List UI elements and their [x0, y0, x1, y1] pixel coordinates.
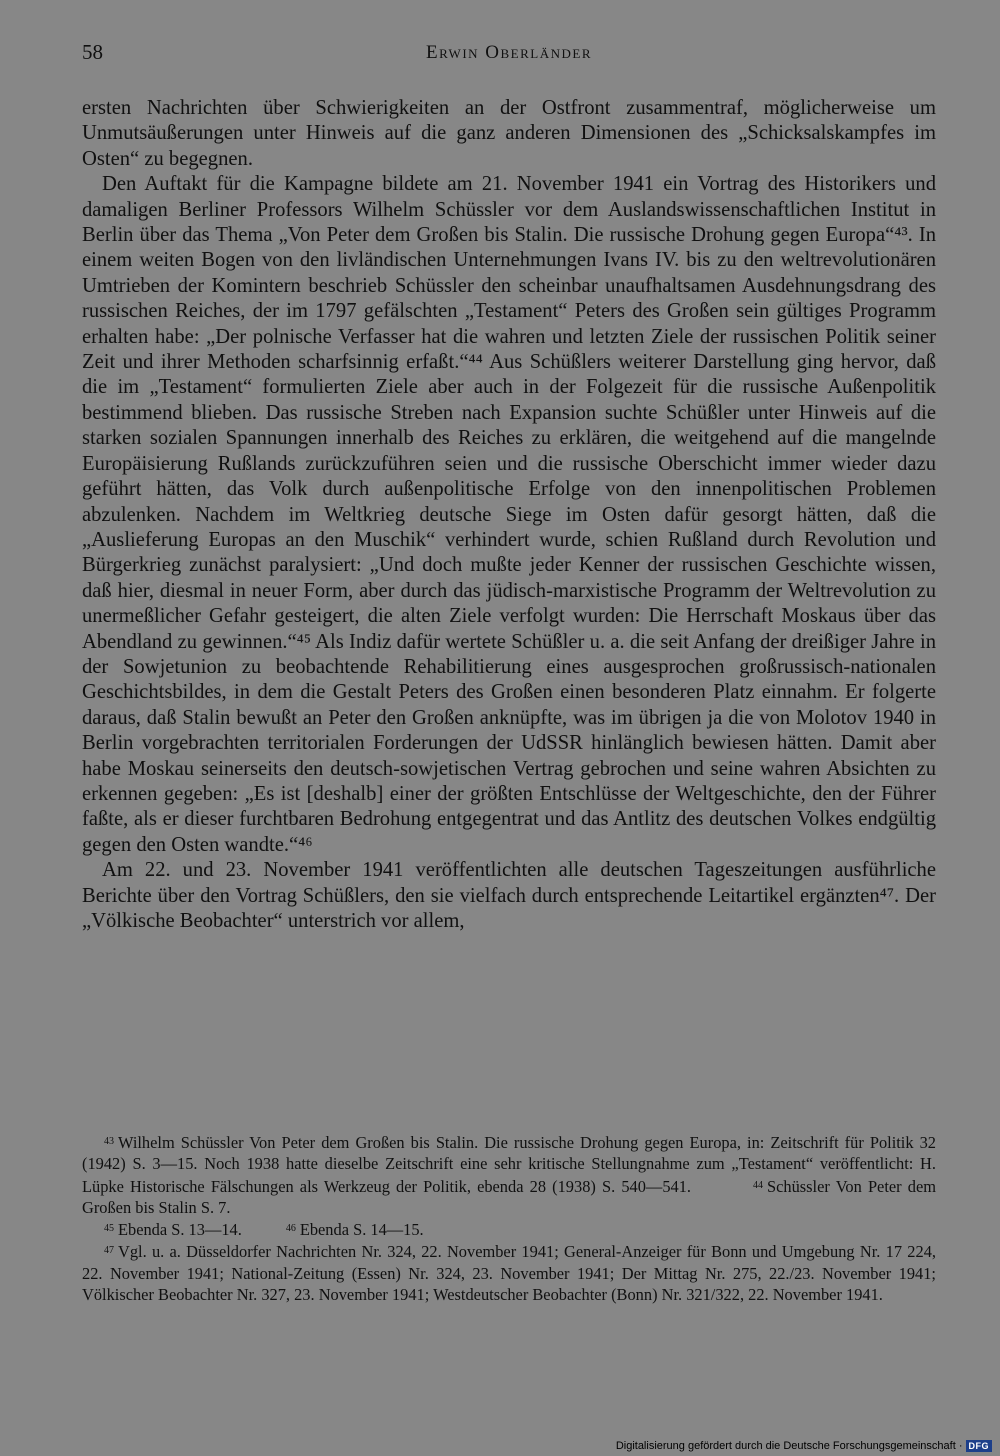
footnotes — [82, 1131, 936, 1305]
footnote-46-mark: 46 — [285, 1223, 296, 1235]
footnote-45-46 — [82, 1218, 936, 1240]
credit-text: Digitalisierung gefördert durch die Deutsche Forschungsgemeinschaft · — [615, 1440, 963, 1452]
paragraph-2: Den Auftakt für die Kampagne bildete am 21. November 1941 ein Vortrag des Historikers und damaligen Berliner Professors Wilhelm Schüssler vor dem Auslandswissenschaftlichen Institut in Berlin über das Thema „Von Peter dem Großen bis Stalin. Die russische Drohung gegen Europa“⁴³. In einem weiten Bogen von den livländischen Unternehmungen Ivans IV. bis zu den weltrevolutionären Umtrieben der Komintern beschrieb Schüssler den scheinbar unaufhaltsamen Ausdehnungsdrang des russischen Reiches, der im 1797 gefälschten „Testament“ Peters des Großen sein gültiges Programm erhalten habe: „Der polnische Verfasser hat die wahren und letzten Ziele der russischen Politik seiner Zeit und ihrer Methoden scharfsinnig erfaßt.“⁴⁴ Aus Schüßlers weiterer Darstellung ging hervor, daß die im „Testament“ formulierten Ziele aber auch in der Folgezeit für die russische Außenpolitik bestimmend blieben. Das russische Streben nach Expansion suchte Schüßler unter Hinweis auf die starken sozialen Spannungen innerhalb des Reiches zu erklären, die weitgehend auf die mangelnde Europäisierung Rußlands zurückzuführen seien und die russische Oberschicht immer wieder dazu geführt hätten, das Volk durch außenpolitische Erfolge von den innenpolitischen Problemen abzulenken. Nachdem im Weltkrieg deutsche Siege im Osten dafür gesorgt hätten, daß die „Auslieferung Europas an den Muschik“ verhindert wurde, schien Rußland durch Revolution und Bürgerkrieg zunächst paralysiert: „Und doch mußte jeder Kenner der russischen Geschichte wissen, daß hier, diesmal in neuer Form, aber durch das jüdisch-marxistische Programm der Weltrevolution zu unermeßlicher Gefahr gesteigert, die alten Ziele verfolgt wurden: Die Herrschaft Moskaus über das Abendland zu gewinnen.“⁴⁵ Als Indiz dafür wertete Schüßler u. a. die seit Anfang der dreißiger Jahre in der Sowjetunion zu beobachtende Rehabilitierung eines ausgesprochen großrussisch-nationalen Geschichtsbildes, in dem die Gestalt Peters des Großen einen besonderen Platz einnahm. Er folgerte daraus, daß Stalin bewußt an Peter den Großen anknüpfte, was im übrigen ja die von Molotov 1940 in Berlin vorgebrachten territorialen Forderungen der UdSSR hinlänglich bewiesen hätten. Damit aber habe Moskau seinerseits den deutsch-sowjetischen Vertrag gebrochen und seine wahren Absichten zu erkennen gegeben: „Es ist [deshalb] einer der größten Entschlüsse der Weltgeschichte, den der Führer faßte, als er dieser furchtbaren Bedrohung entgegentrat und das Antlitz des deutschen Volkes endgültig gegen den Osten wandte.“⁴⁶ — [82, 173, 936, 856]
page-header — [82, 40, 936, 74]
footnote-44-mark: 44 — [753, 1179, 764, 1191]
running-head: Erwin Oberländer — [425, 42, 593, 63]
body-text — [82, 96, 936, 934]
footnote-47 — [82, 1240, 936, 1305]
footnote-47-mark: 47 — [104, 1245, 114, 1257]
footnote-47-text: Vgl. u. a. Düsseldorfer Nachrichten Nr. 324, 22. November 1941; General-Anzeiger für Bonn und Umgebung Nr. 17 224, 22. November 1941; National-Zeitung (Essen) Nr. 324, 23. November 1941; Der Mittag Nr. 275, 22./23. November 1941; Völkischer Beobachter Nr. 327, 23. November 1941; Westdeutscher Beobachter (Bonn) Nr. 321/322, 22. November 1941. — [82, 1242, 936, 1305]
dfg-logo: DFG — [966, 1440, 993, 1452]
footnote-44-text: Schüssler Von Peter dem Großen bis Stalin S. 7. — [82, 1176, 936, 1217]
digitization-credit — [616, 1440, 992, 1452]
footnote-45-mark: 45 — [104, 1223, 114, 1235]
footnote-43 — [82, 1131, 936, 1218]
footnote-43-mark: 43 — [104, 1136, 114, 1147]
paragraph-3: Am 22. und 23. November 1941 veröffentlichten alle deutschen Tageszeitungen ausführliche Berichte über den Vortrag Schüßlers, den sie vielfach durch entsprechende Leitartikel ergänzten⁴⁷. Der „Völkische Beobachter“ unterstrich vor allem, — [82, 859, 936, 932]
page-number: 58 — [82, 40, 103, 64]
paragraph-1: ersten Nachrichten über Schwierigkeiten an der Ostfront zusammentraf, möglicherweise um Unmutsäußerungen unter Hinweis auf die ganz anderen Dimensionen des „Schicksalskampfes im Osten“ zu begegnen. — [82, 97, 936, 170]
footnote-43-text: Wilhelm Schüssler Von Peter dem Großen bis Stalin. Die russische Drohung gegen Europa, in: Zeitschrift für Politik 32 (1942) S. 3—15. Noch 1938 hatte dieselbe Zeitschrift eine sehr kritische Stellungnahme zum „Testament“ veröffentlicht: H. Lüpke Historische Fälschungen als Werkzeug der Politik, ebenda 28 (1938) S. 540—541. — [82, 1133, 936, 1196]
footnote-45-text: Ebenda S. 13—14. — [118, 1220, 242, 1240]
footnote-46-text: Ebenda S. 14—15. — [299, 1220, 424, 1240]
